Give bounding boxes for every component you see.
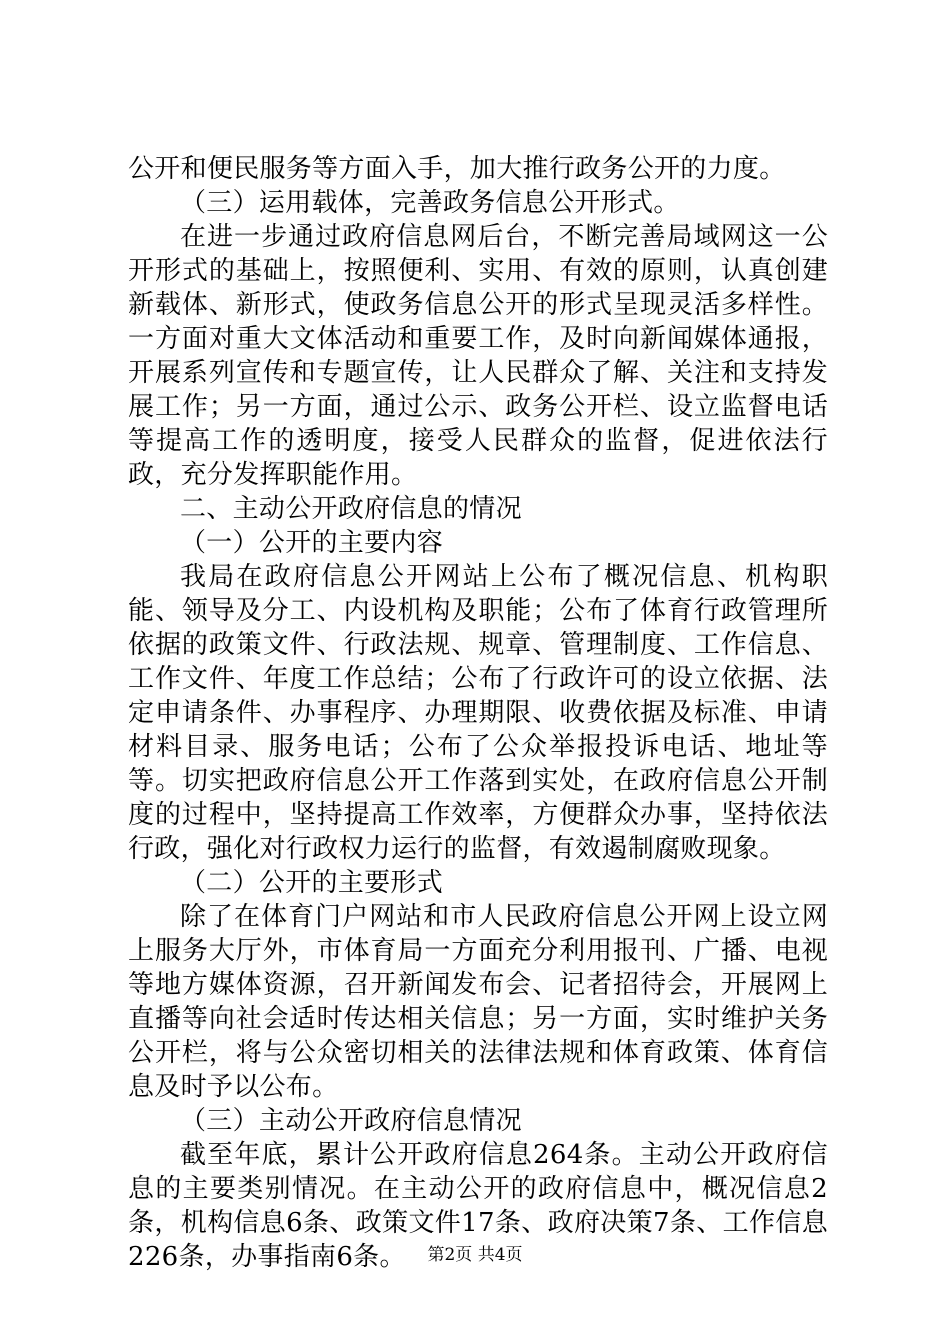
section-heading: （三）主动公开政府信息情况 <box>180 1106 522 1136</box>
document-body <box>128 152 828 1274</box>
paragraph-continuation: 公开和便民服务等方面入手，加大推行政务公开的力度。 <box>128 154 786 184</box>
page-number: 第2页 共4页 <box>427 1245 523 1265</box>
page-footer <box>0 1244 950 1266</box>
section-heading: 二、主动公开政府信息的情况 <box>180 494 522 524</box>
paragraph: 除了在体育门户网站和市人民政府信息公开网上设立网上服务大厅外，市体育局一方面充分利用报刊、广播、电视等地方媒体资源，召开新闻发布会、记者招待会，开展网上直播等向社会适时传达相关信息；另一方面，实时维护关务公开栏，将与公众密切相关的法律法规和体育政策、体育信息及时予以公布。 <box>128 902 828 1102</box>
paragraph: 在进一步通过政府信息网后台，不断完善局域网这一公开形式的基础上，按照便利、实用、有效的原则，认真创建新载体、新形式，使政务信息公开的形式呈现灵活多样性。一方面对重大文体活动和重要工作，及时向新闻媒体通报，开展系列宣传和专题宣传，让人民群众了解、关注和支持发展工作；另一方面，通过公示、政务公开栏、设立监督电话等提高工作的透明度，接受人民群众的监督，促进依法行政，充分发挥职能作用。 <box>128 222 828 490</box>
section-heading: （二）公开的主要形式 <box>180 868 444 898</box>
paragraph: 截至年底，累计公开政府信息264条。主动公开政府信息的主要类别情况。在主动公开的政府信息中，概况信息2条，机构信息6条、政策文件17条、政府决策7条、工作信息226条，办事指南6条。 <box>128 1140 828 1272</box>
section-heading: （一）公开的主要内容 <box>180 528 444 558</box>
paragraph: 我局在政府信息公开网站上公布了概况信息、机构职能、领导及分工、内设机构及职能；公布了体育行政管理所依据的政策文件、行政法规、规章、管理制度、工作信息、工作文件、年度工作总结；公布了行政许可的设立依据、法定申请条件、办事程序、办理期限、收费依据及标准、申请材料目录、服务电话；公布了公众举报投诉电话、地址等等。切实把政府信息公开工作落到实处，在政府信息公开制度的过程中，坚持提高工作效率，方便群众办事，坚持依法行政，强化对行政权力运行的监督，有效遏制腐败现象。 <box>128 562 828 864</box>
section-heading: （三）运用载体，完善政务信息公开形式。 <box>180 188 680 218</box>
